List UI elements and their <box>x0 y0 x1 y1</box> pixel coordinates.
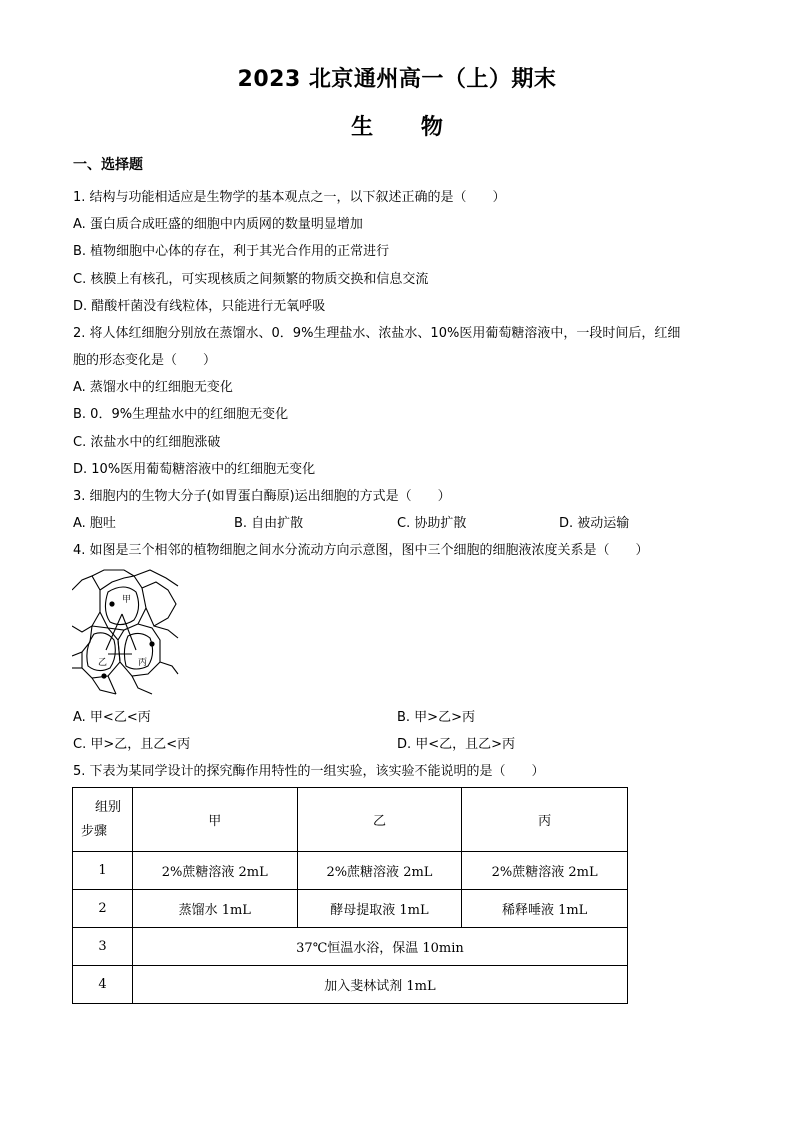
q2-option-d: D. 10%医用葡萄糖溶液中的红细胞无变化 <box>73 462 316 477</box>
q4-stem: 4. 如图是三个相邻的植物细胞之间水分流动方向示意图，图中三个细胞的细胞液浓度关系是（ ） <box>73 543 649 558</box>
table-row <box>73 852 628 890</box>
q1-option-c: C. 核膜上有核孔，可实现核质之间频繁的物质交换和信息交流 <box>73 272 429 287</box>
table-row <box>73 928 628 966</box>
table-step-cell: 2 <box>73 890 133 928</box>
q4-option-b: B. 甲>乙>丙 <box>397 710 475 725</box>
q1-option-a: A. 蛋白质合成旺盛的细胞中内质网的数量明显增加 <box>73 217 363 232</box>
q2-option-a: A. 蒸馏水中的红细胞无变化 <box>73 380 233 395</box>
nucleus-dot <box>149 641 154 646</box>
table-cell: 蒸馏水 1mL <box>132 890 297 928</box>
q2-stem-line1: 2. 将人体红细胞分别放在蒸馏水、0．9%生理盐水、浓盐水、10%医用葡萄糖溶液中，一段时间后，红细 <box>73 326 681 341</box>
corner-label-step: 步骤 <box>81 823 108 839</box>
cell-wall <box>92 570 134 576</box>
q4-option-c: C. 甲>乙，且乙<丙 <box>73 737 191 752</box>
cell-wall <box>160 662 178 674</box>
q3-option-b: B. 自由扩散 <box>234 516 304 531</box>
cell-wall <box>72 576 100 632</box>
q3-option-a: A. 胞吐 <box>73 516 116 531</box>
label-yi: 乙 <box>98 658 108 668</box>
q2-option-c: C. 浓盐水中的红细胞涨破 <box>73 435 221 450</box>
table-step-cell: 1 <box>73 852 133 890</box>
table-merged-cell: 37℃恒温水浴，保温 10min <box>132 928 627 966</box>
q4-option-d: D. 甲<乙，且乙>丙 <box>397 737 516 752</box>
table-cell: 2%蔗糖溶液 2mL <box>462 852 628 890</box>
cell-wall <box>72 626 92 656</box>
q3-option-c: C. 协助扩散 <box>397 516 467 531</box>
table-cell: 酵母提取液 1mL <box>297 890 462 928</box>
table-merged-cell: 加入斐林试剂 1mL <box>132 966 627 1004</box>
exam-title: 2023 北京通州高一（上）期末 <box>237 67 557 92</box>
cell-wall <box>108 676 116 694</box>
label-jia: 甲 <box>122 595 132 605</box>
nucleus-dot <box>101 673 106 678</box>
cell-wall <box>142 582 176 626</box>
table-corner-cell <box>73 788 133 852</box>
q1-option-b: B. 植物细胞中心体的存在，利于其光合作用的正常进行 <box>73 244 390 259</box>
q1-option-d: D. 醋酸杆菌没有线粒体，只能进行无氧呼吸 <box>73 299 326 314</box>
label-bing: 丙 <box>138 658 148 668</box>
q2-stem-line2: 胞的形态变化是（ ） <box>73 353 217 368</box>
plant-cell-diagram <box>72 568 180 696</box>
q1-stem: 1. 结构与功能相适应是生物学的基本观点之一，以下叙述正确的是（ ） <box>73 190 506 205</box>
q3-option-d: D. 被动运输 <box>559 516 630 531</box>
q4-option-a: A. 甲<乙<丙 <box>73 710 151 725</box>
table-cell: 稀释唾液 1mL <box>462 890 628 928</box>
corner-label-group: 组别 <box>95 799 122 815</box>
cell-wall <box>132 676 152 694</box>
experiment-table <box>72 787 628 1004</box>
table-header-row <box>73 788 628 852</box>
table-cell: 2%蔗糖溶液 2mL <box>297 852 462 890</box>
table-step-cell: 4 <box>73 966 133 1004</box>
q5-stem: 5. 下表为某同学设计的探究酶作用特性的一组实验，该实验不能说明的是（ ） <box>73 764 545 779</box>
table-col-header: 甲 <box>132 788 297 852</box>
table-cell: 2%蔗糖溶液 2mL <box>132 852 297 890</box>
subject-title: 生 物 <box>351 115 443 140</box>
q2-option-b: B. 0．9%生理盐水中的红细胞无变化 <box>73 407 289 422</box>
table-col-header: 乙 <box>297 788 462 852</box>
nucleus-dot <box>109 601 114 606</box>
q3-stem: 3. 细胞内的生物大分子(如胃蛋白酶原)运出细胞的方式是（ ） <box>73 489 451 504</box>
section-heading: 一、选择题 <box>73 157 143 173</box>
cell-wall <box>134 570 178 586</box>
table-row <box>73 890 628 928</box>
table-row <box>73 966 628 1004</box>
table-step-cell: 3 <box>73 928 133 966</box>
table-col-header: 丙 <box>462 788 628 852</box>
